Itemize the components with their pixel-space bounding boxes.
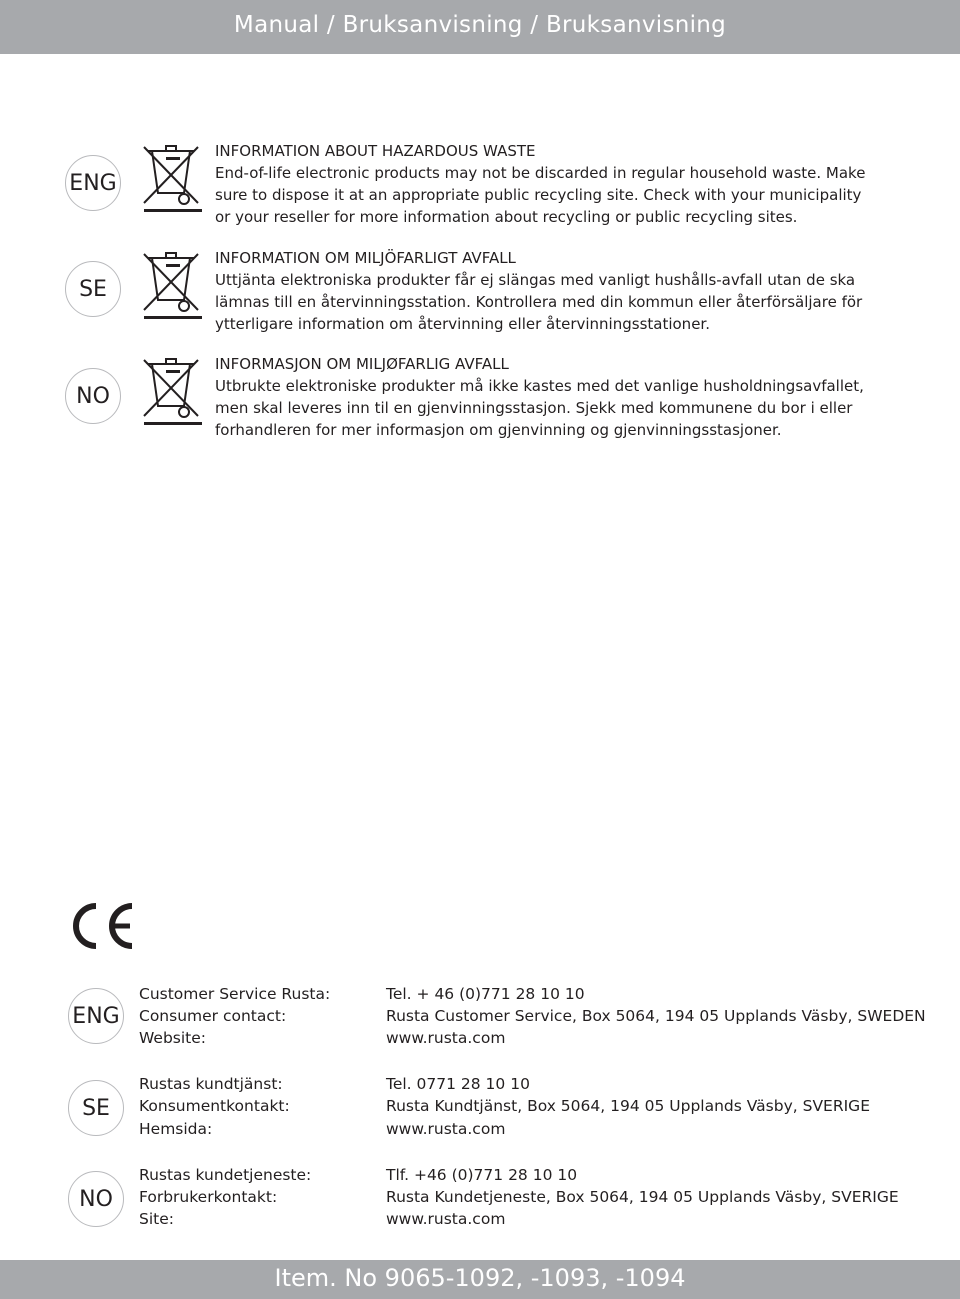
waste-text-line: sure to dispose it at an appropriate public recycling site. Check with your municipality	[215, 186, 862, 204]
contact-value: Rusta Kundetjeneste, Box 5064, 194 05 Upplands Väsby, SVERIGE	[386, 1188, 899, 1206]
page-title: Manual / Bruksanvisning / Bruksanvisning	[233, 12, 727, 38]
contact-value: Tlf. +46 (0)771 28 10 10	[386, 1166, 578, 1184]
contact-label: Website:	[139, 1029, 207, 1047]
waste-info-eng	[215, 140, 915, 228]
contact-value: Tel. + 46 (0)771 28 10 10	[386, 985, 585, 1003]
waste-info-se	[215, 247, 915, 335]
ce-mark-icon	[68, 900, 138, 952]
weee-crossed-bin-icon	[140, 356, 204, 426]
waste-info-no	[215, 353, 915, 441]
contact-label: Forbrukerkontakt:	[139, 1188, 278, 1206]
lang-badge-no: NO	[65, 368, 121, 424]
waste-text-line: lämnas till en återvinningsstation. Kontrollera med din kommun eller återförsäljare för	[215, 293, 863, 311]
footer-bar	[0, 1260, 960, 1299]
website-link[interactable]: www.rusta.com	[386, 1120, 506, 1138]
contact-value: Rusta Kundtjänst, Box 5064, 194 05 Upplands Väsby, SVERIGE	[386, 1097, 870, 1115]
header-bar	[0, 0, 960, 54]
lang-badge-eng: ENG	[65, 155, 121, 211]
item-number: Item. No 9065-1092, -1093, -1094	[274, 1264, 686, 1292]
lang-badge-se: SE	[65, 261, 121, 317]
waste-text-line: Uttjänta elektroniska produkter får ej slängas med vanligt hushålls-avfall utan de ska	[215, 271, 856, 289]
waste-text-line: forhandleren for mer informasjon om gjenvinning og gjenvinningsstasjoner.	[215, 421, 782, 439]
contact-label: Site:	[139, 1210, 174, 1228]
contact-label: Consumer contact:	[139, 1007, 287, 1025]
contact-label: Rustas kundetjeneste:	[139, 1166, 312, 1184]
contact-value: Rusta Customer Service, Box 5064, 194 05 Upplands Väsby, SWEDEN	[386, 1007, 926, 1025]
waste-text-line: Utbrukte elektroniske produkter må ikke kastes med det vanlige husholdningsavfallet,	[215, 377, 864, 395]
contact-lang-badge-se: SE	[68, 1080, 124, 1136]
contact-label: Rustas kundtjänst:	[139, 1075, 283, 1093]
website-link[interactable]: www.rusta.com	[386, 1029, 506, 1047]
waste-title: INFORMATION ABOUT HAZARDOUS WASTE	[215, 142, 536, 160]
waste-text-line: End-of-life electronic products may not be discarded in regular household waste. Make	[215, 164, 866, 182]
contact-label: Customer Service Rusta:	[139, 985, 331, 1003]
contact-lang-badge-no: NO	[68, 1171, 124, 1227]
contact-value: Tel. 0771 28 10 10	[386, 1075, 530, 1093]
weee-crossed-bin-icon	[140, 143, 204, 213]
waste-text-line: men skal leveres inn til en gjenvinningsstasjon. Sjekk med kommunene du bor i eller	[215, 399, 853, 417]
waste-text-line: or your reseller for more information about recycling or public recycling sites.	[215, 208, 798, 226]
contact-lang-badge-eng: ENG	[68, 988, 124, 1044]
contact-label: Hemsida:	[139, 1120, 213, 1138]
waste-text-line: ytterligare information om återvinning eller återvinningsstationer.	[215, 315, 710, 333]
contact-label: Konsumentkontakt:	[139, 1097, 290, 1115]
waste-title: INFORMATION OM MILJÖFARLIGT AVFALL	[215, 249, 516, 267]
waste-title: INFORMASJON OM MILJØFARLIG AVFALL	[215, 355, 509, 373]
website-link[interactable]: www.rusta.com	[386, 1210, 506, 1228]
weee-crossed-bin-icon	[140, 250, 204, 320]
